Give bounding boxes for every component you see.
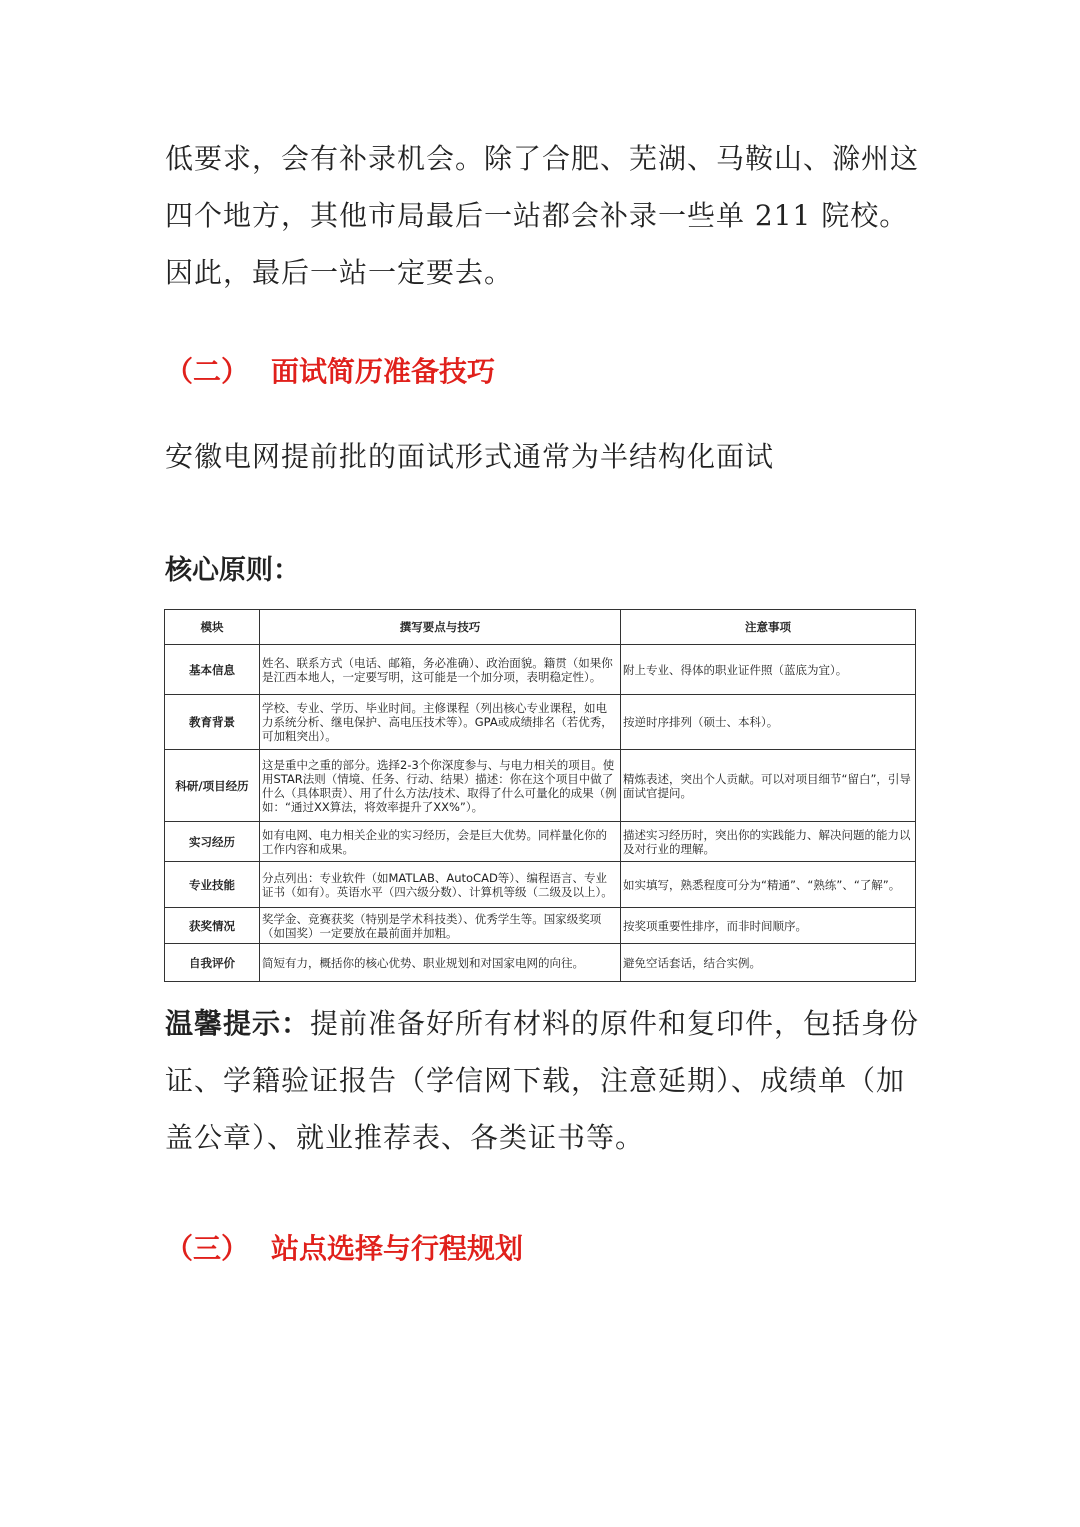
table-row: [165, 862, 916, 908]
section-heading-3: [165, 1229, 523, 1269]
tips-cell: 姓名、联系方式（电话、邮箱，务必准确）、政治面貌。籍贯（如果你是江西本地人，一定要写明，这可能是一个加分项，表明稳定性）。: [260, 645, 621, 695]
module-cell: 自我评价: [165, 944, 260, 982]
tips-cell: 分点列出：专业软件（如MATLAB、AutoCAD等）、编程语言、专业证书（如有）。英语水平（四六级分数）、计算机等级（二级及以上）。: [260, 862, 621, 908]
notes-cell: 如实填写，熟悉程度可分为“精通”、“熟练”、“了解”。: [621, 862, 916, 908]
section-number: （三）: [165, 1232, 250, 1265]
notes-cell: 避免空话套话，结合实例。: [621, 944, 916, 982]
notes-cell: 精炼表述，突出个人贡献。可以对项目细节“留白”，引导面试官提问。: [621, 750, 916, 822]
module-cell: 获奖情况: [165, 908, 260, 944]
header-module: 模块: [165, 610, 260, 645]
principles-table: [164, 609, 916, 982]
tips-cell: 学校、专业、学历、毕业时间。主修课程（列出核心专业课程，如电力系统分析、继电保护、高电压技术等）。GPA或成绩排名（若优秀，可加粗突出）。: [260, 695, 621, 750]
module-cell: 基本信息: [165, 645, 260, 695]
table-row: [165, 822, 916, 862]
core-principles-heading: 核心原则：: [165, 555, 300, 586]
module-cell: 教育背景: [165, 695, 260, 750]
table-row: [165, 645, 916, 695]
tip-paragraph: [165, 995, 925, 1166]
notes-cell: 描述实习经历时，突出你的实践能力、解决问题的能力以及对行业的理解。: [621, 822, 916, 862]
module-cell: 科研/项目经历: [165, 750, 260, 822]
notes-cell: 按逆时序排列（硕士、本科）。: [621, 695, 916, 750]
tip-label: 温馨提示：: [165, 1007, 311, 1040]
notes-cell: 附上专业、得体的职业证件照（蓝底为宜）。: [621, 645, 916, 695]
section-heading-2: [165, 352, 495, 392]
section-number: （二）: [165, 355, 250, 388]
section2-intro: 安徽电网提前批的面试形式通常为半结构化面试: [165, 440, 775, 473]
table-row: [165, 944, 916, 982]
tips-cell: 简短有力，概括你的核心优势、职业规划和对国家电网的向往。: [260, 944, 621, 982]
header-tips: 撰写要点与技巧: [260, 610, 621, 645]
section-title: 站点选择与行程规划: [271, 1232, 524, 1265]
table-row: [165, 908, 916, 944]
intro-paragraph: 低要求，会有补录机会。除了合肥、芜湖、马鞍山、滁州这四个地方，其他市局最后一站都会补录一些单 211 院校。因此，最后一站一定要去。: [165, 142, 920, 289]
tips-cell: 这是重中之重的部分。选择2-3个你深度参与、与电力相关的项目。使用STAR法则（情境、任务、行动、结果）描述：你在这个项目中做了什么（具体职责）、用了什么方法/技术、取得了什么可量化的成果（例如：“通过XX算法，将效率提升了XX%”）。: [260, 750, 621, 822]
tips-cell: 如有电网、电力相关企业的实习经历，会是巨大优势。同样量化你的工作内容和成果。: [260, 822, 621, 862]
module-cell: 专业技能: [165, 862, 260, 908]
header-notes: 注意事项: [621, 610, 916, 645]
table-header-row: [165, 610, 916, 645]
module-cell: 实习经历: [165, 822, 260, 862]
table-row: [165, 750, 916, 822]
section-title: 面试简历准备技巧: [271, 355, 496, 388]
tips-cell: 奖学金、竞赛获奖（特别是学术科技类）、优秀学生等。国家级奖项（如国奖）一定要放在最前面并加粗。: [260, 908, 621, 944]
tip-text: 提前准备好所有材料的原件和复印件，包括身份证、学籍验证报告（学信网下载，注意延期）、成绩单（加盖公章）、就业推荐表、各类证书等。: [165, 1007, 920, 1154]
notes-cell: 按奖项重要性排序，而非时间顺序。: [621, 908, 916, 944]
table-row: [165, 695, 916, 750]
